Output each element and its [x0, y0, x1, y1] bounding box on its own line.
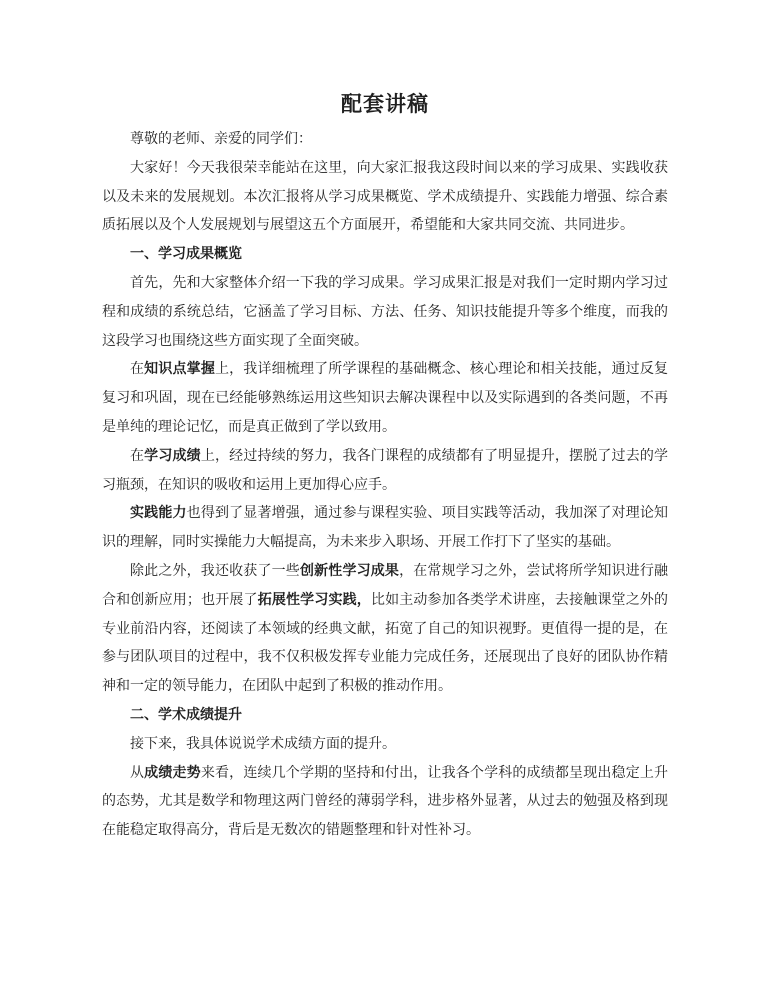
paragraph	[102, 500, 668, 558]
text-run: ，在常规学习之外，尝试将所学知识进行融合和创新应用；也开展了	[102, 563, 669, 608]
bold-text-run: 二、学术成绩提升	[130, 707, 242, 723]
bold-text-run: 成绩走势	[144, 765, 201, 781]
section-heading	[102, 241, 668, 270]
paragraph	[102, 760, 668, 846]
text-run: 上，经过持续的努力，我各门课程的成绩都有了明显提升，摆脱了过去的学习瓶颈，在知识的吸收和运用上更加得心应手。	[102, 448, 669, 493]
paragraph	[102, 155, 668, 241]
bold-text-run: 创新性学习成果	[299, 563, 400, 579]
paragraph	[102, 558, 668, 702]
document-title: 配套讲稿	[341, 92, 429, 116]
text-run: 也得到了显著增强，通过参与课程实验、项目实践等活动，我加深了对理论知识的理解，同时实操能力大幅提高，为未来步入职场、开展工作打下了坚实的基础。	[102, 506, 669, 551]
text-run: 大家好！今天我很荣幸能站在这里，向大家汇报我这段时间以来的学习成果、实践收获以及未来的发展规划。本次汇报将从学习成果概览、学术成绩提升、实践能力增强、综合素质拓展以及个人发展规划与展望这五个方面展开，希望能和大家共同交流、共同进步。	[102, 160, 668, 234]
bold-text-run: 拓展性学习实践，	[257, 592, 371, 608]
text-run: 比如主动参加各类学术讲座，去接触课堂之外的专业前沿内容，还阅读了本领域的经典文献，拓宽了自己的知识视野。更值得一提的是，在参与团队项目的过程中，我不仅积极发挥专业能力完成任务，还展现出了良好的团队协作精神和一定的领导能力，在团队中起到了积极的推动作用。	[102, 592, 669, 695]
paragraph	[102, 443, 668, 501]
bold-text-run: 一、学习成果概览	[130, 247, 242, 263]
text-run: 在	[130, 448, 145, 464]
text-run: 在	[130, 362, 145, 378]
paragraph	[102, 356, 668, 442]
paragraph	[102, 126, 668, 155]
bold-text-run: 实践能力	[130, 506, 187, 522]
text-run: 除此之外，我还收获了一些	[130, 563, 300, 579]
text-run: 来看，连续几个学期的坚持和付出，让我各个学科的成绩都呈现出稳定上升的态势，尤其是数学和物理这两门曾经的薄弱学科，进步格外显著，从过去的勉强及格到现在能稳定取得高分，背后是无数次的错题整理和针对性补习。	[102, 765, 669, 839]
document-body	[102, 126, 668, 846]
bold-text-run: 学习成绩	[144, 448, 201, 464]
text-run: 接下来，我具体说说学术成绩方面的提升。	[130, 736, 396, 752]
bold-text-run: 知识点掌握	[144, 362, 215, 378]
text-run: 从	[130, 765, 145, 781]
text-run: 首先，先和大家整体介绍一下我的学习成果。学习成果汇报是对我们一定时期内学习过程和成绩的系统总结，它涵盖了学习目标、方法、任务、知识技能提升等多个维度，而我的这段学习也围绕这些方面实现了全面突破。	[102, 275, 668, 349]
paragraph	[102, 270, 668, 356]
section-heading	[102, 702, 668, 731]
text-run: 上，我详细梳理了所学课程的基础概念、核心理论和相关技能，通过反复复习和巩固，现在已经能够熟练运用这些知识去解决课程中以及实际遇到的各类问题，不再是单纯的理论记忆，而是真正做到了学以致用。	[102, 362, 669, 435]
text-run: 尊敬的老师、亲爱的同学们：	[130, 132, 312, 147]
paragraph	[102, 731, 668, 760]
